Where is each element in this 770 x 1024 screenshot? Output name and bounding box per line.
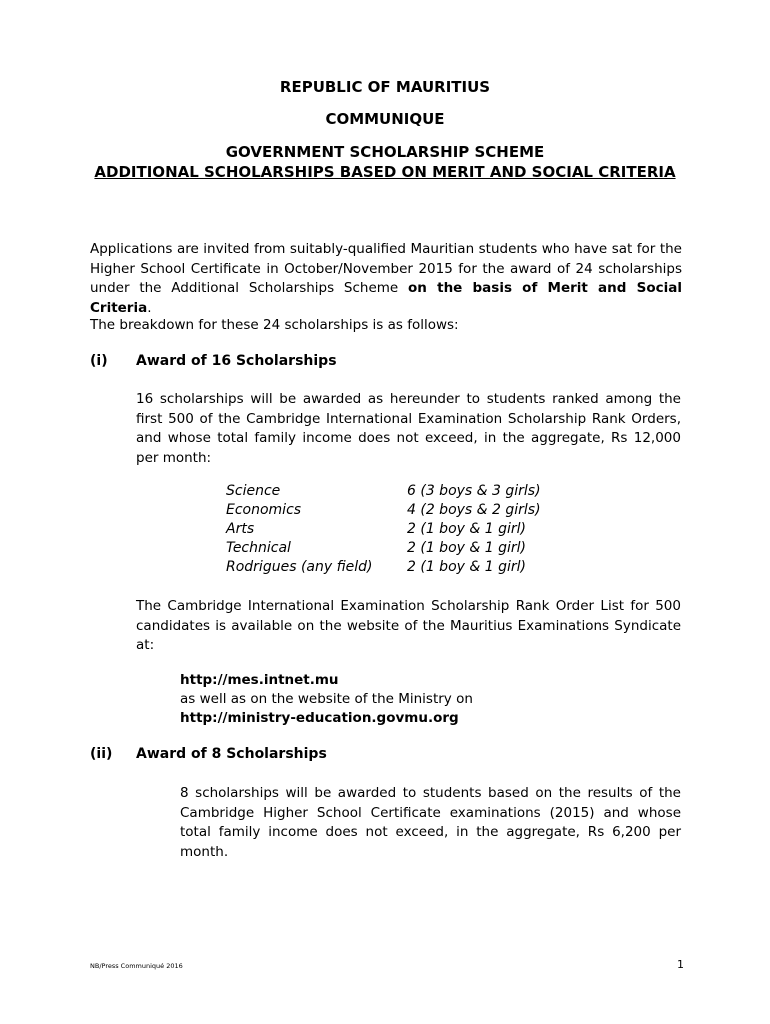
page-number: 1 xyxy=(677,958,684,971)
subject-cell: Science xyxy=(226,483,281,499)
intro-bold-text: on the basis of Merit and Social Criteria xyxy=(90,280,682,316)
count-cell: 2 (1 boy & 1 girl) xyxy=(407,521,526,537)
table-row xyxy=(226,559,541,578)
subject-cell: Rodrigues (any field) xyxy=(226,559,373,575)
header-republic: REPUBLIC OF MAURITIUS xyxy=(279,78,491,96)
section1-title: Award of 16 Scholarships xyxy=(136,353,337,369)
intro-text-end: . xyxy=(147,299,152,316)
header-scheme-title: GOVERNMENT SCHOLARSHIP SCHEME xyxy=(225,143,545,161)
section1-body: 16 scholarships will be awarded as hereunder to students ranked among the first 500 of the Cambridge International Examination Scholarship Rank Orders, and whose total family income does not exceed, in the aggregate, Rs 12,000 per month: xyxy=(136,391,681,466)
header-subtitle: ADDITIONAL SCHOLARSHIPS BASED ON MERIT AND SOCIAL CRITERIA xyxy=(94,163,676,181)
section2-title: Award of 8 Scholarships xyxy=(136,746,327,762)
mes-website-link[interactable]: http://mes.intnet.mu xyxy=(180,672,339,688)
section2-body: 8 scholarships will be awarded to students based on the results of the Cambridge Higher School Certificate examinations (2015) and whose total family income does not exceed, in the aggregate, Rs 6,200 per month. xyxy=(180,785,681,860)
rank-list-paragraph: The Cambridge International Examination Scholarship Rank Order List for 500 candidates is available on the website of the Mauritius Examinations Syndicate at: xyxy=(136,598,681,653)
section1-label: (i) xyxy=(90,353,108,369)
ministry-website-link[interactable]: http://ministry-education.govmu.org xyxy=(180,710,459,726)
count-cell: 6 (3 boys & 3 girls) xyxy=(407,483,541,499)
count-cell: 2 (1 boy & 1 girl) xyxy=(407,559,526,575)
section2-label: (ii) xyxy=(90,746,113,762)
count-cell: 2 (1 boy & 1 girl) xyxy=(407,540,526,556)
subject-cell: Arts xyxy=(226,521,255,537)
intro-paragraph xyxy=(90,240,682,318)
intro-text: Applications are invited from suitably-qualified Mauritian students who have sat for the Higher School Certificate in October/November 2015 for the award of 24 scholarships under the Additional Scholarships Scheme xyxy=(90,241,682,296)
scholarship-allocation-table xyxy=(226,483,541,578)
table-row xyxy=(226,483,541,502)
ministry-website-intro: as well as on the website of the Ministry on xyxy=(180,691,473,707)
table-row xyxy=(226,521,541,540)
header-communique: COMMUNIQUE xyxy=(325,110,445,128)
subject-cell: Economics xyxy=(226,502,302,518)
count-cell: 4 (2 boys & 2 girls) xyxy=(407,502,541,518)
table-row xyxy=(226,502,541,521)
footer-reference: NB/Press Communiqué 2016 xyxy=(90,962,183,970)
table-row xyxy=(226,540,541,559)
breakdown-paragraph: The breakdown for these 24 scholarships is as follows: xyxy=(90,317,459,333)
subject-cell: Technical xyxy=(226,540,291,556)
